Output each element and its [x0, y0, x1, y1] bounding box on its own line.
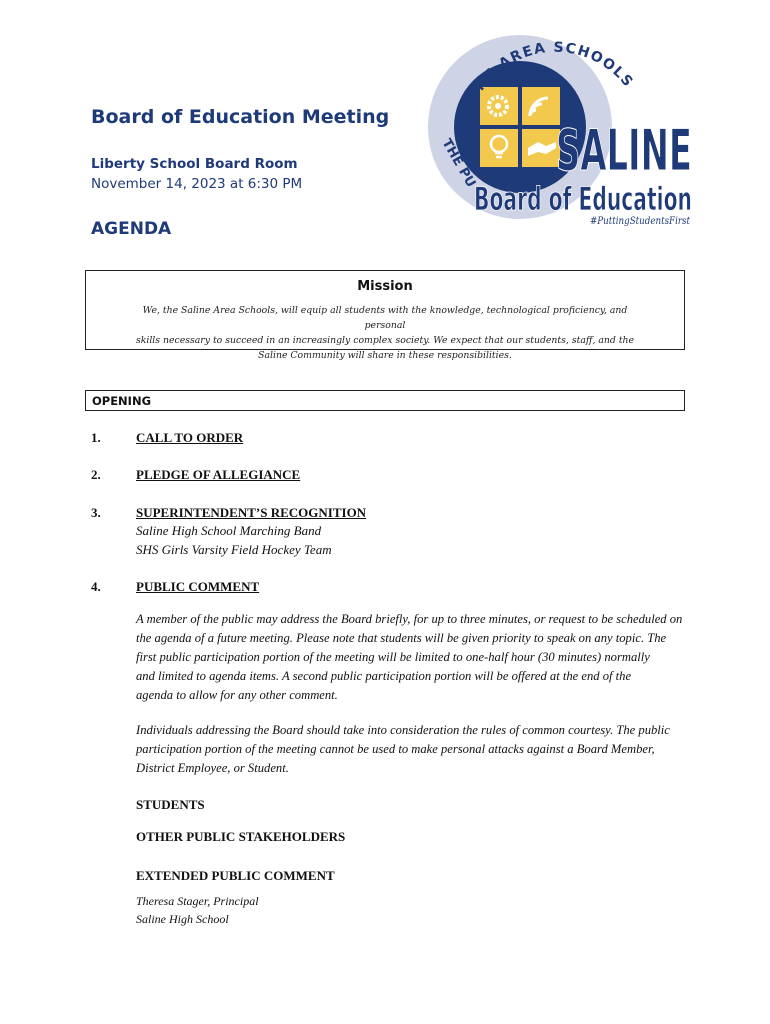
- section-label: OPENING: [92, 394, 152, 408]
- subheading-stakeholders: OTHER PUBLIC STAKEHOLDERS: [136, 829, 346, 844]
- speaker-name: Theresa Stager, Principal: [136, 894, 259, 908]
- item-number: 4.: [91, 579, 101, 594]
- mission-line: Saline Community will share in these responsibilities.: [258, 350, 512, 361]
- subheading-extended-comment: EXTENDED PUBLIC COMMENT: [136, 868, 335, 883]
- logo-ring-text: SALINE AREA SCHOOLS: [455, 39, 637, 131]
- logo-name: SALINE: [556, 118, 692, 184]
- logo-quadrant-wifi: [522, 87, 560, 125]
- mission-title: Mission: [357, 279, 413, 294]
- public-comment-paragraph-1: [136, 610, 684, 705]
- logo-ring-text-left: THE PU: [438, 136, 479, 191]
- mission-line: We, the Saline Area Schools, will equip all students with the knowledge, technological proficiency, and personal: [142, 305, 628, 331]
- mission-box: [85, 270, 685, 361]
- logo-quadrant-bulb: [480, 129, 518, 167]
- paragraph-line: participation portion of the meeting cannot be used to make personal attacks against a Board Member,: [136, 742, 655, 756]
- public-comment-paragraph-2: [136, 721, 684, 778]
- paragraph-line: the agenda of a future meeting. Please note that students will be given priority to speak on any topic. The: [136, 631, 667, 645]
- recognition-entry: Saline High School Marching Band: [136, 523, 322, 538]
- logo-subtitle: Board of Education: [474, 180, 692, 218]
- agenda-item-pledge: PLEDGE OF ALLEGIANCE: [136, 467, 301, 482]
- agenda-item-call-to-order: CALL TO ORDER: [136, 430, 244, 445]
- agenda-item-recognition: SUPERINTENDENT’S RECOGNITION: [136, 505, 367, 520]
- mission-line: skills necessary to succeed in an increasingly complex society. We expect that our students, staff, and the: [135, 335, 635, 346]
- paragraph-line: agenda to allow for any other comment.: [136, 688, 338, 702]
- paragraph-line: and limited to agenda items. A second public participation portion will be offered at the end of the: [136, 669, 632, 683]
- subheading-students: STUDENTS: [136, 797, 205, 812]
- agenda-item-public-comment: PUBLIC COMMENT: [136, 579, 260, 594]
- meeting-title: Board of Education Meeting: [91, 106, 390, 128]
- item-number: 3.: [91, 505, 101, 520]
- section-header-opening: [85, 390, 685, 411]
- item-number: 2.: [91, 467, 101, 482]
- paragraph-line: Individuals addressing the Board should take into consideration the rules of common courtesy. The public: [136, 723, 670, 737]
- meeting-venue: Liberty School Board Room: [91, 156, 298, 172]
- paragraph-line: first public participation portion of the meeting will be limited to one-half hour (30 minutes) normally: [136, 650, 650, 664]
- recognition-entry: SHS Girls Varsity Field Hockey Team: [136, 542, 332, 557]
- meeting-date: November 14, 2023 at 6:30 PM: [91, 176, 303, 192]
- speaker-school: Saline High School: [136, 912, 229, 926]
- mission-text: [126, 303, 644, 363]
- saline-board-logo: [428, 30, 696, 230]
- logo-hashtag: #PuttingStudentsFirst: [590, 215, 691, 227]
- paragraph-line: A member of the public may address the Board briefly, for up to three minutes, or request to be scheduled on: [136, 612, 683, 626]
- agenda-heading: AGENDA: [91, 219, 172, 239]
- paragraph-line: District Employee, or Student.: [136, 761, 289, 775]
- item-number: 1.: [91, 430, 101, 445]
